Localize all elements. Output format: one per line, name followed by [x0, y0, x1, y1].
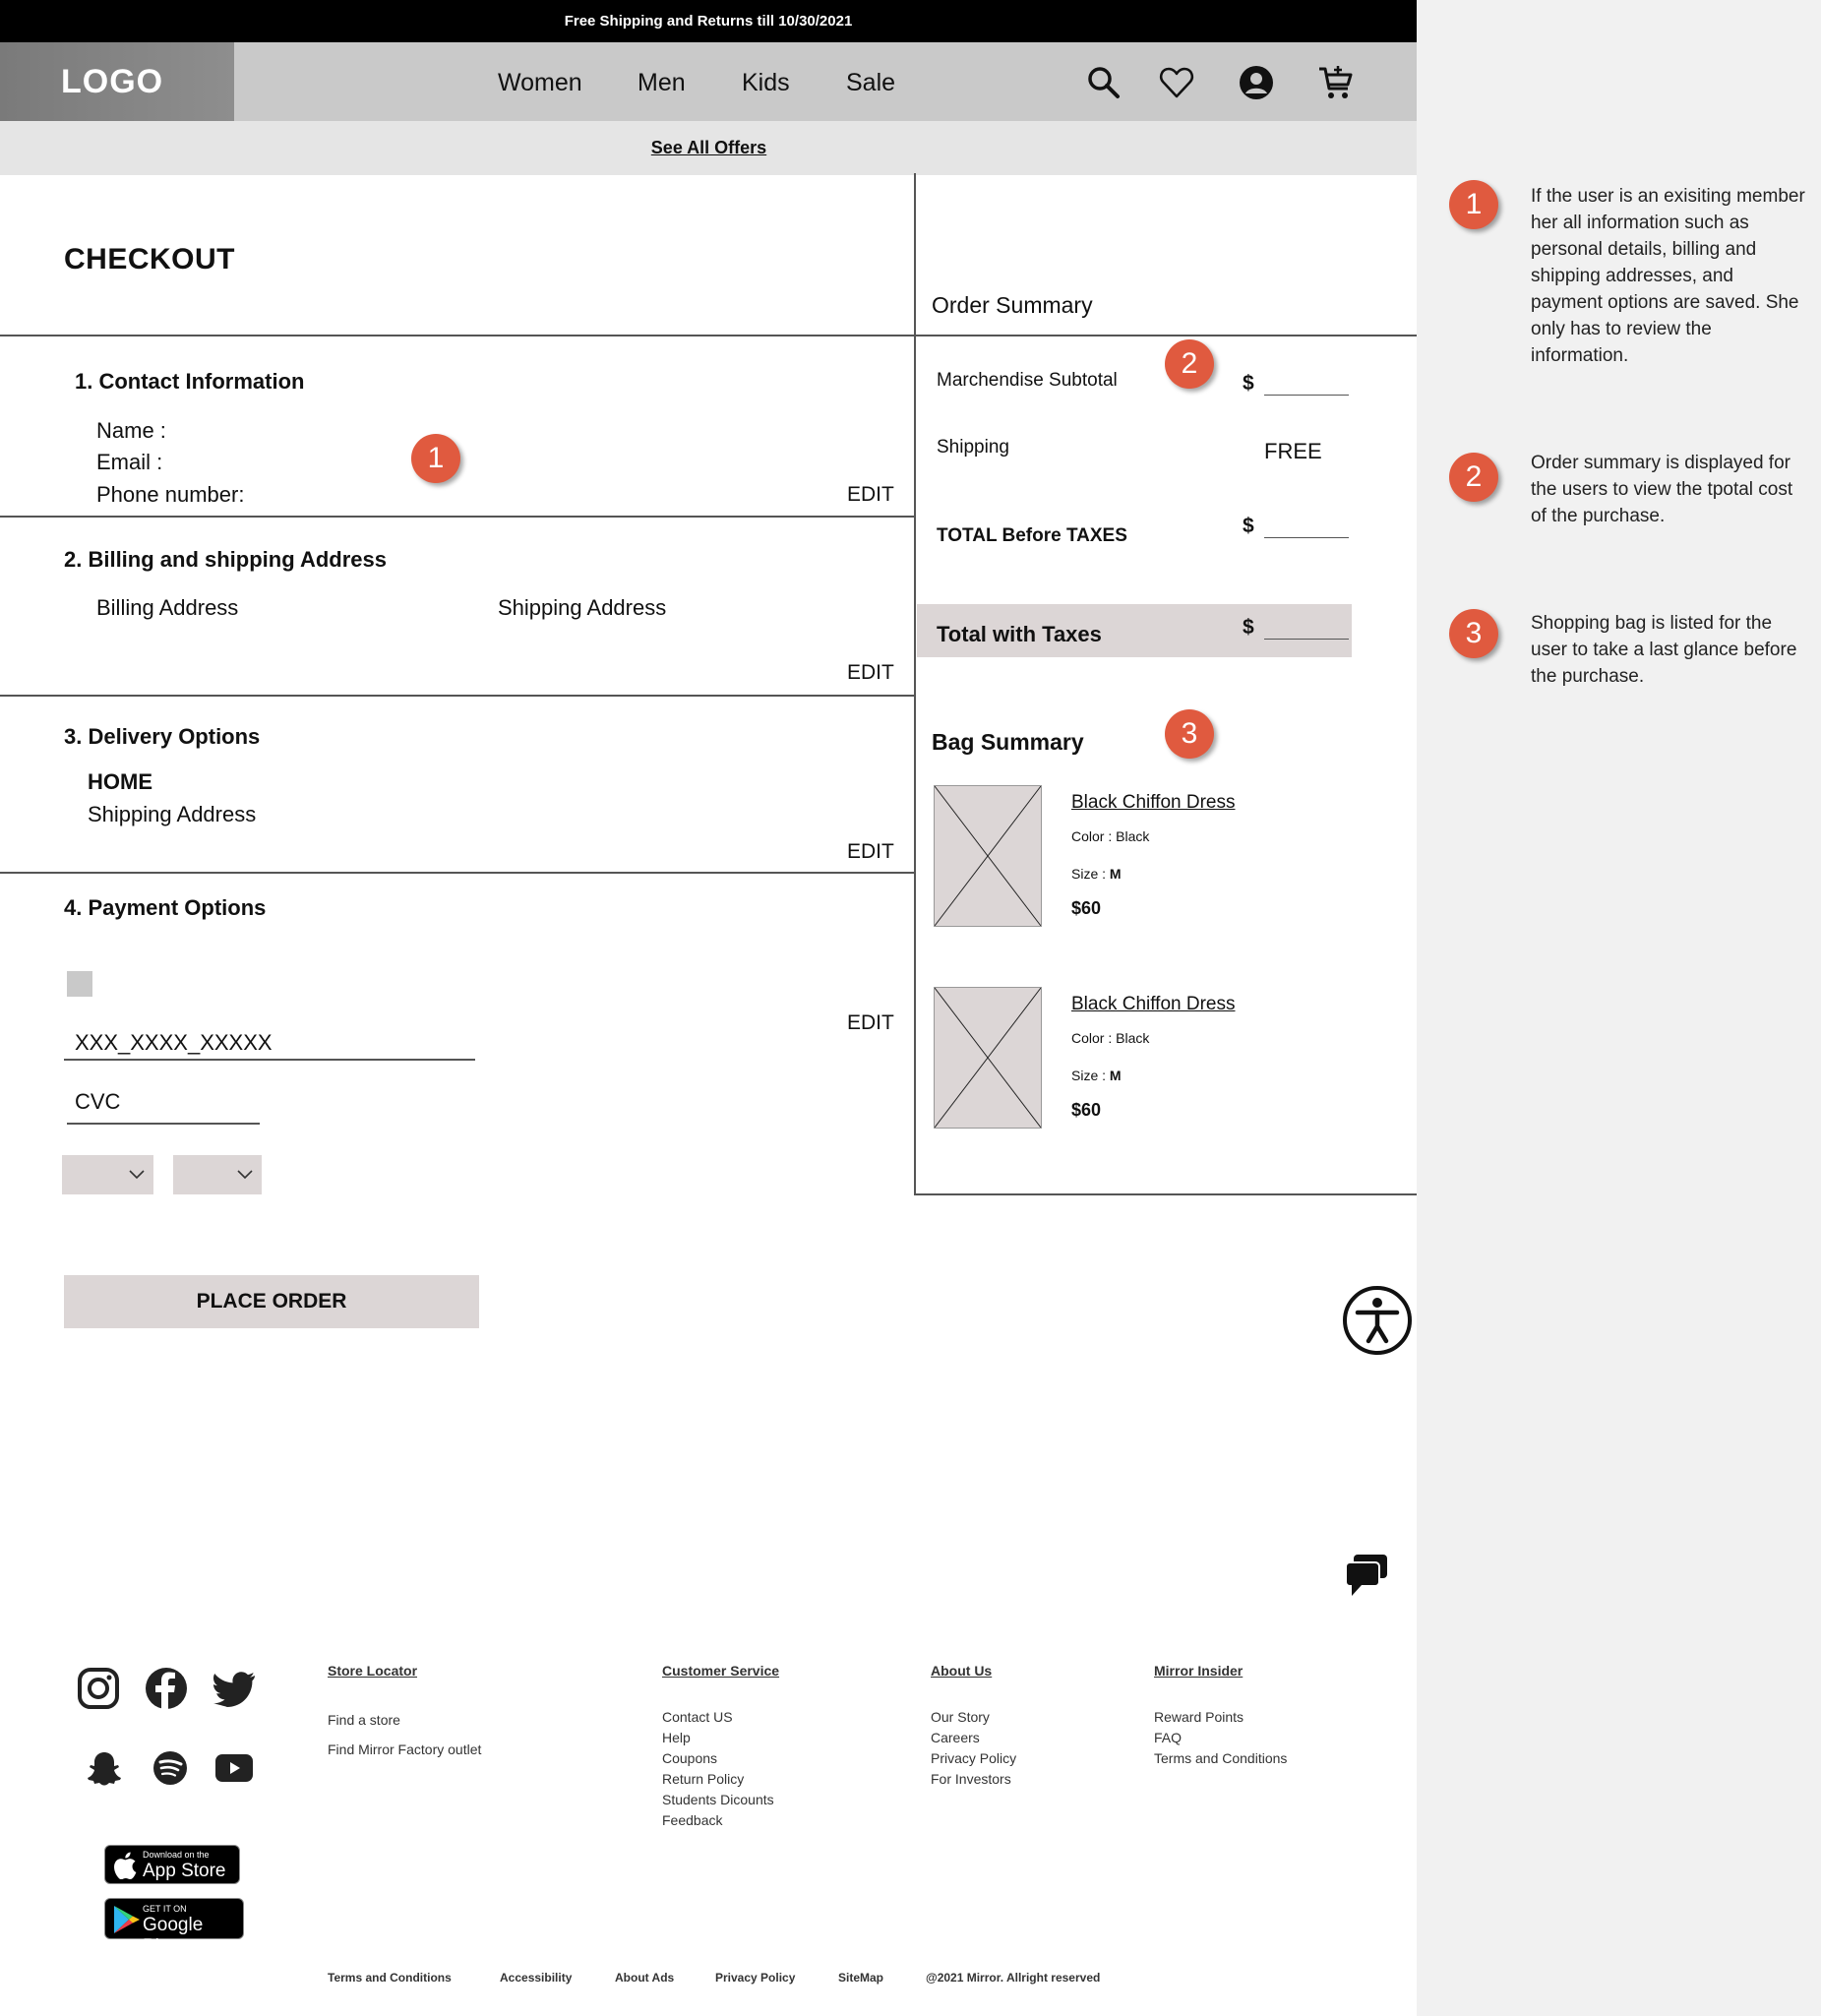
footer-link[interactable]: Terms and Conditions [1154, 1750, 1288, 1766]
snapchat-icon[interactable] [87, 1750, 122, 1786]
google-play-small-text: GET IT ON [143, 1904, 187, 1914]
shipping-label: Shipping [937, 437, 1009, 458]
footer-customer-service-links [662, 1707, 774, 1831]
chevron-down-icon [236, 1165, 254, 1183]
logo[interactable]: LOGO [0, 42, 234, 121]
product-image-placeholder[interactable] [934, 987, 1042, 1129]
contact-phone-label: Phone number: [96, 482, 245, 507]
total-currency: $ [1243, 616, 1254, 639]
product-color: Color : Black [1071, 1030, 1150, 1046]
app-store-small-text: Download on the [143, 1850, 210, 1860]
contact-section-title: 1. Contact Information [75, 369, 305, 394]
account-icon[interactable] [1239, 65, 1274, 100]
footer-store-locator-heading[interactable]: Store Locator [328, 1663, 418, 1679]
contact-edit-button[interactable]: EDIT [847, 483, 894, 506]
delivery-shipping-label: Shipping Address [88, 802, 257, 826]
payment-edit-button[interactable]: EDIT [847, 1011, 894, 1034]
note-badge-2: 2 [1449, 453, 1498, 502]
footer-link[interactable]: Return Policy [662, 1771, 745, 1787]
footer-link[interactable]: FAQ [1154, 1730, 1183, 1745]
footer-link[interactable]: Privacy Policy [931, 1750, 1017, 1766]
chevron-down-icon [128, 1165, 146, 1183]
note-badge-3: 3 [1449, 609, 1498, 658]
footer-link[interactable]: Coupons [662, 1750, 718, 1766]
contact-name-label: Name : [96, 418, 166, 443]
divider-contact [0, 516, 915, 518]
divider-billing [0, 695, 915, 697]
before-taxes-label: TOTAL Before TAXES [937, 525, 1127, 546]
cvc-input[interactable]: CVC [75, 1089, 121, 1114]
bag-summary-title: Bag Summary [932, 729, 1084, 755]
order-summary-title: Order Summary [932, 292, 1093, 318]
footer-link[interactable]: Contact US [662, 1709, 733, 1725]
contact-email-label: Email : [96, 450, 163, 474]
product-price: $60 [1071, 1100, 1102, 1120]
before-taxes-value-blank [1264, 537, 1349, 538]
column-divider [914, 173, 916, 1194]
note-text-1: If the user is an exisiting member her all information such as personal details, billing and shipping addresses, and payment options are saved. She only has to review the information. [1531, 186, 1805, 366]
product-size [1071, 866, 1122, 882]
footer-link[interactable]: Reward Points [1154, 1709, 1244, 1725]
page-title: CHECKOUT [64, 243, 235, 275]
product-size-label: Size : [1071, 866, 1110, 882]
product-price: $60 [1071, 898, 1102, 918]
footer-link[interactable]: Feedback [662, 1812, 723, 1828]
subtotal-label: Marchendise Subtotal [937, 370, 1118, 391]
shipping-address-label: Shipping Address [498, 595, 667, 620]
nav-men[interactable]: Men [637, 69, 686, 96]
copyright-text: @2021 Mirror. Allright reserved [926, 1971, 1101, 1985]
delivery-section-title: 3. Delivery Options [64, 724, 261, 749]
spotify-icon[interactable] [152, 1750, 188, 1786]
offers-bar [0, 121, 1418, 175]
chat-icon[interactable] [1344, 1553, 1389, 1598]
footer-link[interactable]: Help [662, 1730, 691, 1745]
twitter-icon[interactable] [213, 1667, 257, 1710]
subtotal-currency: $ [1243, 372, 1254, 395]
divider-delivery [0, 872, 915, 874]
search-icon[interactable] [1086, 65, 1122, 100]
app-store-badge[interactable] [104, 1845, 240, 1884]
shipping-value: FREE [1264, 439, 1322, 463]
note-badge-1: 1 [1449, 180, 1498, 229]
legal-accessibility-link[interactable]: Accessibility [500, 1971, 573, 1985]
product-color: Color : Black [1071, 828, 1150, 844]
footer-link-factory-outlet[interactable]: Find Mirror Factory outlet [328, 1741, 482, 1757]
apple-icon [113, 1852, 137, 1879]
nav-sale[interactable]: Sale [846, 69, 896, 96]
note-text-2: Order summary is displayed for the users to view the tpotal cost of the purchase. [1531, 453, 1793, 526]
footer-link-find-store[interactable]: Find a store [328, 1712, 400, 1728]
delivery-option: HOME [88, 769, 152, 794]
product-size-value: M [1109, 1068, 1122, 1083]
billing-address-label: Billing Address [96, 595, 239, 620]
subtotal-value-blank [1264, 395, 1349, 396]
legal-sitemap-link[interactable]: SiteMap [838, 1971, 884, 1985]
divider-header [0, 335, 1423, 336]
footer-link[interactable]: Careers [931, 1730, 980, 1745]
divider-summary-bottom [914, 1193, 1418, 1195]
nav-kids[interactable]: Kids [742, 69, 790, 96]
legal-terms-link[interactable]: Terms and Conditions [328, 1971, 452, 1985]
save-card-checkbox[interactable] [67, 971, 92, 997]
billing-section-title: 2. Billing and shipping Address [64, 547, 387, 572]
facebook-icon[interactable] [145, 1667, 188, 1710]
product-size [1071, 1068, 1122, 1083]
instagram-icon[interactable] [77, 1667, 120, 1710]
youtube-icon[interactable] [215, 1754, 253, 1782]
total-with-taxes-label: Total with Taxes [937, 622, 1102, 646]
see-all-offers-link[interactable]: See All Offers [650, 138, 767, 157]
cart-icon[interactable] [1318, 65, 1354, 100]
footer-link[interactable]: Our Story [931, 1709, 990, 1725]
footer-about-us-links [931, 1707, 1016, 1790]
product-size-value: M [1109, 866, 1122, 882]
product-size-label: Size : [1071, 1068, 1110, 1083]
nav-women[interactable]: Women [498, 69, 582, 96]
legal-privacy-link[interactable]: Privacy Policy [715, 1971, 796, 1985]
google-play-icon [113, 1905, 141, 1934]
app-store-big-text: App Store [143, 1861, 226, 1881]
card-number-underline [64, 1059, 475, 1061]
footer-mirror-insider-heading[interactable]: Mirror Insider [1154, 1663, 1244, 1679]
total-value-blank [1264, 639, 1349, 640]
cvc-underline [67, 1123, 260, 1125]
footer-about-us-heading[interactable]: About Us [931, 1663, 993, 1679]
google-play-badge[interactable] [104, 1898, 244, 1957]
payment-section-title: 4. Payment Options [64, 895, 267, 920]
card-number-input[interactable]: XXX_XXXX_XXXXX [75, 1030, 273, 1055]
footer-link[interactable]: For Investors [931, 1771, 1011, 1787]
expiry-month-select[interactable] [62, 1155, 153, 1194]
annotation-badge-3: 3 [1165, 709, 1214, 759]
annotation-notes-panel [1417, 0, 1821, 2016]
footer-mirror-insider-links [1154, 1707, 1287, 1769]
product-name-link[interactable]: Black Chiffon Dress [1071, 994, 1236, 1014]
footer-customer-service-heading[interactable]: Customer Service [662, 1663, 780, 1679]
legal-about-ads-link[interactable]: About Ads [615, 1971, 675, 1985]
accessibility-icon[interactable] [1342, 1285, 1413, 1356]
heart-icon[interactable] [1159, 65, 1194, 100]
delivery-edit-button[interactable]: EDIT [847, 840, 894, 863]
before-taxes-currency: $ [1243, 515, 1254, 537]
product-image-placeholder[interactable] [934, 785, 1042, 927]
annotation-badge-1: 1 [411, 434, 460, 483]
google-play-big-text: Google Play [143, 1915, 204, 1957]
expiry-year-select[interactable] [173, 1155, 262, 1194]
place-order-button[interactable]: PLACE ORDER [64, 1275, 479, 1328]
footer-link[interactable]: Students Dicounts [662, 1792, 774, 1807]
note-text-3: Shopping bag is listed for the user to take a last glance before the purchase. [1531, 613, 1797, 687]
annotation-badge-2: 2 [1165, 339, 1214, 389]
billing-edit-button[interactable]: EDIT [847, 661, 894, 684]
promo-banner: Free Shipping and Returns till 10/30/2021 [0, 0, 1417, 42]
product-name-link[interactable]: Black Chiffon Dress [1071, 792, 1236, 813]
